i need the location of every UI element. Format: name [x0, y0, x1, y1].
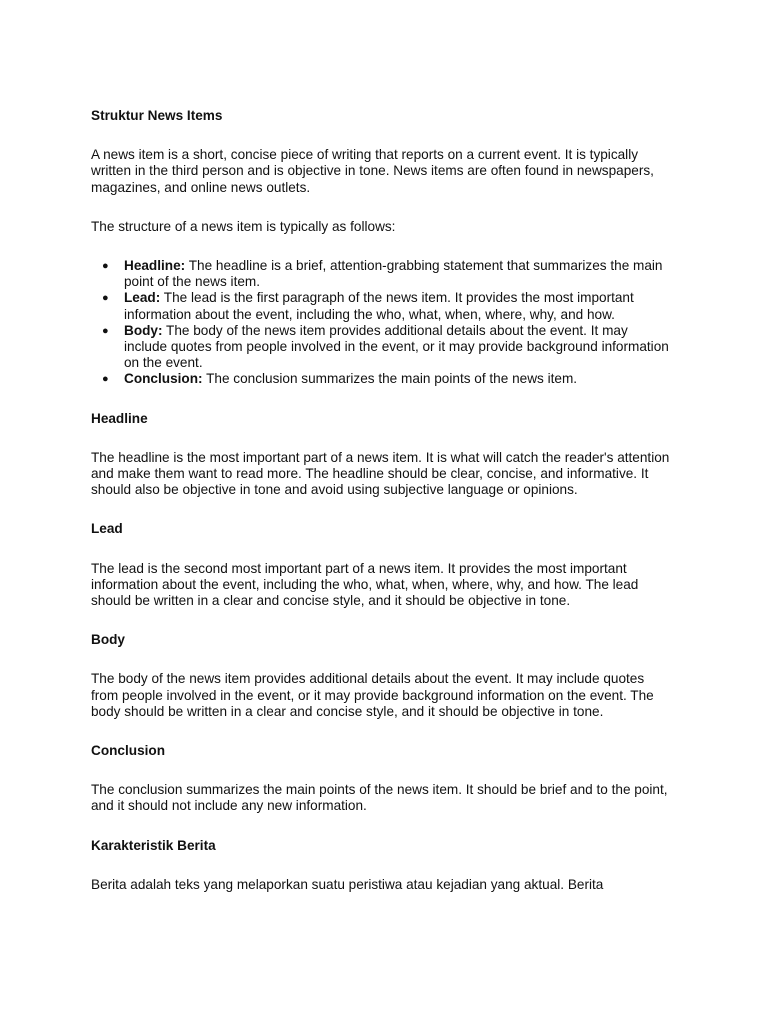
list-item: [91, 290, 671, 322]
intro-paragraph: A news item is a short, concise piece of writing that reports on a current event. It is typically written in the third person and is objective in tone. News items are often found in newspapers, magazines, and online news outlets.: [91, 147, 654, 195]
document-title: Struktur News Items: [91, 108, 223, 123]
list-item-text: The lead is the first paragraph of the news item. It provides the most important information about the event, including the who, what, when, where, why, and how.: [124, 290, 634, 322]
section-text-lead: The lead is the second most important part of a news item. It provides the most important information about the event, including the who, what, when, where, why, and how. The lead should be written in a clear and concise style, and it should be objective in tone.: [91, 560, 639, 609]
section-text-headline: The headline is the most important part of a news item. It is what will catch the reader's attention and make them want to read more. The headline should be clear, concise, and informative. It should also be objective in tone and avoid using subjective language or opinions.: [91, 449, 670, 498]
document-page: [91, 108, 671, 893]
section-heading-body: Body: [91, 632, 125, 648]
list-item-term: Headline:: [124, 258, 186, 274]
section-text-body: The body of the news item provides additional details about the event. It may include quotes from people involved in the event, or it may provide background information on the event. The body should be written in a clear and concise style, and it should be objective in tone.: [91, 671, 654, 719]
list-item: [91, 371, 671, 387]
section-heading-lead: Lead: [91, 521, 123, 537]
bullet-icon: ●: [102, 373, 109, 386]
bullet-icon: ●: [102, 324, 109, 337]
section-text-conclusion: The conclusion summarizes the main points of the news item. It should be brief and to the point, and it should not include any new information.: [91, 782, 668, 814]
list-item: [91, 323, 671, 372]
list-item-text: The conclusion summarizes the main points of the news item.: [202, 371, 578, 387]
section-heading-headline: Headline: [91, 410, 148, 426]
list-item: [91, 258, 671, 290]
list-item-term: Body:: [124, 322, 163, 338]
section-heading-karakteristik-berita: Karakteristik Berita: [91, 837, 216, 853]
list-item-term: Lead:: [124, 290, 161, 306]
structure-intro-paragraph: The structure of a news item is typically as follows:: [91, 218, 396, 234]
list-item-term: Conclusion:: [124, 371, 203, 387]
section-heading-conclusion: Conclusion: [91, 743, 166, 759]
bullet-icon: ●: [102, 292, 109, 305]
list-item-text: The body of the news item provides additional details about the event. It may include quotes from people involved in the event, or it may provide background information on the event.: [124, 322, 669, 371]
structure-list: [91, 258, 671, 388]
list-item-text: The headline is a brief, attention-grabbing statement that summarizes the main point of the news item.: [124, 258, 663, 290]
bullet-icon: ●: [102, 260, 109, 273]
section-text-karakteristik-berita: Berita adalah teks yang melaporkan suatu peristiwa atau kejadian yang aktual. Berita: [91, 876, 604, 892]
